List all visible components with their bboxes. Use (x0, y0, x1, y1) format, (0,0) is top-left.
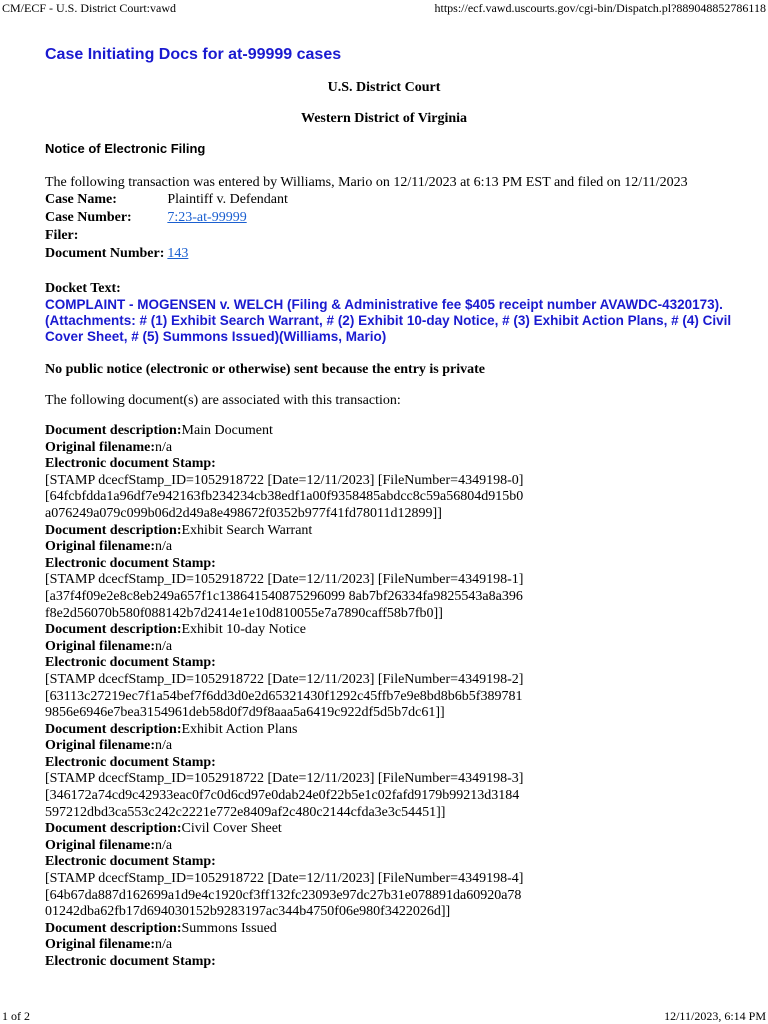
case-number-link[interactable]: 7:23-at-99999 (167, 210, 247, 225)
print-timestamp: 12/11/2023, 6:14 PM (664, 1009, 766, 1023)
original-filename-label: Original filename: (45, 638, 156, 654)
document-description-line (45, 821, 525, 838)
print-header (0, 0, 768, 20)
page-title: Case Initiating Docs for at-99999 cases (45, 46, 342, 63)
filer-value (167, 228, 288, 246)
document-entry (45, 622, 525, 722)
electronic-stamp-value: [STAMP dcecfStamp_ID=1052918722 [Date=12/11/2023] [FileNumber=4349198-3] [346172a74cd9c42933eac0f7c0d6cd97e0dab24e0f22b5e1c02fafd9179b99213d3184597212dbd3ca553c242c2221e772e8409af2c480c2144cfda3e3c54451]] (45, 771, 524, 820)
document-description-label: Document description: (45, 821, 182, 837)
case-number-label: Case Number: (45, 210, 132, 225)
associated-documents-intro: The following document(s) are associated with this transaction: (45, 393, 401, 408)
document-description-value: Summons Issued (181, 920, 277, 936)
original-filename-value: n/a (155, 439, 173, 455)
court-name: U.S. District Court (327, 80, 441, 95)
original-filename-label: Original filename: (45, 937, 156, 953)
electronic-stamp-line (45, 954, 525, 971)
original-filename-label: Original filename: (45, 837, 156, 853)
original-filename-label: Original filename: (45, 539, 156, 555)
original-filename-line (45, 440, 525, 457)
electronic-stamp-line (45, 755, 525, 772)
electronic-stamp-label: Electronic document Stamp: (45, 754, 216, 770)
document-entry (45, 722, 525, 822)
document-number-label: Document Number: (45, 246, 165, 261)
document-description-value: Exhibit Action Plans (181, 721, 298, 737)
document-description-line (45, 523, 525, 540)
original-filename-value: n/a (155, 539, 173, 555)
document-description-label: Document description: (45, 522, 182, 538)
electronic-stamp-line (45, 556, 525, 573)
no-public-notice: No public notice (electronic or otherwise) sent because the entry is private (45, 362, 486, 377)
case-info-table (45, 192, 288, 264)
case-name-row (45, 192, 288, 210)
document-entry (45, 523, 525, 623)
docket-text: COMPLAINT - MOGENSEN v. WELCH (Filing & Administrative fee $405 receipt number AVAWDC-4320173). (Attachments: # (1) Exhibit Search Warrant, # (2) Exhibit 10-day Notice, # (3) Exhibit Action Plans, # (4) Civil Cover Sheet, # (5) Summons Issued)(Williams, Mario) (45, 297, 732, 344)
original-filename-value: n/a (155, 837, 173, 853)
document-description-line (45, 622, 525, 639)
case-name-value: Plaintiff v. Defendant (167, 192, 288, 207)
electronic-stamp-value: [STAMP dcecfStamp_ID=1052918722 [Date=12/11/2023] [FileNumber=4349198-4] [64b67da887d162699a1d9e4c1920cf3ff132fc23093e97dc27b31e078891da60920a7801242dba62fb17d694030152b9283197ac344b4750f06e980f3422026d]] (45, 871, 524, 920)
page-counter: 1 of 2 (2, 1009, 30, 1023)
document-description-label: Document description: (45, 721, 182, 737)
original-filename-value: n/a (155, 738, 173, 754)
original-filename-line (45, 539, 525, 556)
electronic-stamp-value: [STAMP dcecfStamp_ID=1052918722 [Date=12/11/2023] [FileNumber=4349198-0] [64fcbfdda1a96df7e942163fb234234cb38edf1a00f9358485abdcc8c59a56804d915b0a076249a079c099b06d2d49a8e498672f0352b977f41fd78011d12899]] (45, 472, 524, 521)
document-description-label: Document description: (45, 423, 182, 438)
electronic-stamp-label: Electronic document Stamp: (45, 854, 216, 870)
original-filename-value: n/a (155, 638, 173, 654)
case-number-row (45, 210, 288, 228)
original-filename-label: Original filename: (45, 439, 156, 455)
electronic-stamp-label: Electronic document Stamp: (45, 655, 216, 671)
electronic-stamp-line (45, 456, 525, 473)
original-filename-line (45, 639, 525, 656)
document-description-value: Civil Cover Sheet (181, 821, 282, 837)
court-district: Western District of Virginia (300, 111, 468, 126)
document-entry (45, 821, 525, 921)
print-footer (0, 1008, 768, 1024)
document-description-line (45, 722, 525, 739)
docket-text-label: Docket Text: (45, 281, 121, 296)
electronic-stamp-value: [STAMP dcecfStamp_ID=1052918722 [Date=12/11/2023] [FileNumber=4349198-1] [a37f4f09e2e8c8eb249a657f1c138641540875296099 8ab7bf26334fa9825543a8a396f8e2d56070b580f088142b7d2414e1e10d810055e7a7890caff58b7fb0]] (45, 572, 524, 621)
document-description-value: Main Document (181, 423, 273, 438)
case-name-label: Case Name: (45, 192, 117, 207)
nef-title: Notice of Electronic Filing (45, 141, 206, 156)
electronic-stamp-label: Electronic document Stamp: (45, 555, 216, 571)
document-description-label: Document description: (45, 622, 182, 638)
original-filename-label: Original filename: (45, 738, 156, 754)
print-header-url: https://ecf.vawd.uscourts.gov/cgi-bin/Dispatch.pl?889048852786118 (434, 1, 766, 15)
electronic-stamp-label: Electronic document Stamp: (45, 954, 216, 969)
document-description-line (45, 423, 525, 440)
original-filename-line (45, 838, 525, 855)
filer-label: Filer: (45, 228, 79, 243)
electronic-stamp-value: [STAMP dcecfStamp_ID=1052918722 [Date=12/11/2023] [FileNumber=4349198-2] [63113c27219ec7f1a54bef7f6dd3d0e2d65321430f1292c45ffb7e9e8bd8b6b5f3897819856e6946e7bea3154961deb58d0f7d9f8aaa5a6419c922df5d5b7dc61]] (45, 671, 524, 721)
document-entry (45, 423, 525, 523)
document-description-value: Exhibit Search Warrant (181, 522, 313, 538)
filer-row (45, 228, 288, 246)
document-list (45, 423, 525, 971)
transaction-intro: The following transaction was entered by Williams, Mario on 12/11/2023 at 6:13 PM EST and filed on 12/11/2023 (45, 175, 688, 190)
document-description-value: Exhibit 10-day Notice (181, 622, 306, 638)
electronic-stamp-line (45, 655, 525, 672)
original-filename-value: n/a (155, 937, 173, 953)
electronic-stamp-label: Electronic document Stamp: (45, 456, 216, 472)
print-header-title: CM/ECF - U.S. District Court:vawd (2, 1, 177, 15)
document-number-link[interactable]: 143 (167, 246, 189, 261)
document-number-row (45, 246, 288, 264)
original-filename-line (45, 738, 525, 755)
original-filename-line (45, 937, 525, 954)
document-description-line (45, 921, 525, 938)
document-description-label: Document description: (45, 920, 182, 936)
electronic-stamp-line (45, 854, 525, 871)
document-entry (45, 921, 525, 971)
